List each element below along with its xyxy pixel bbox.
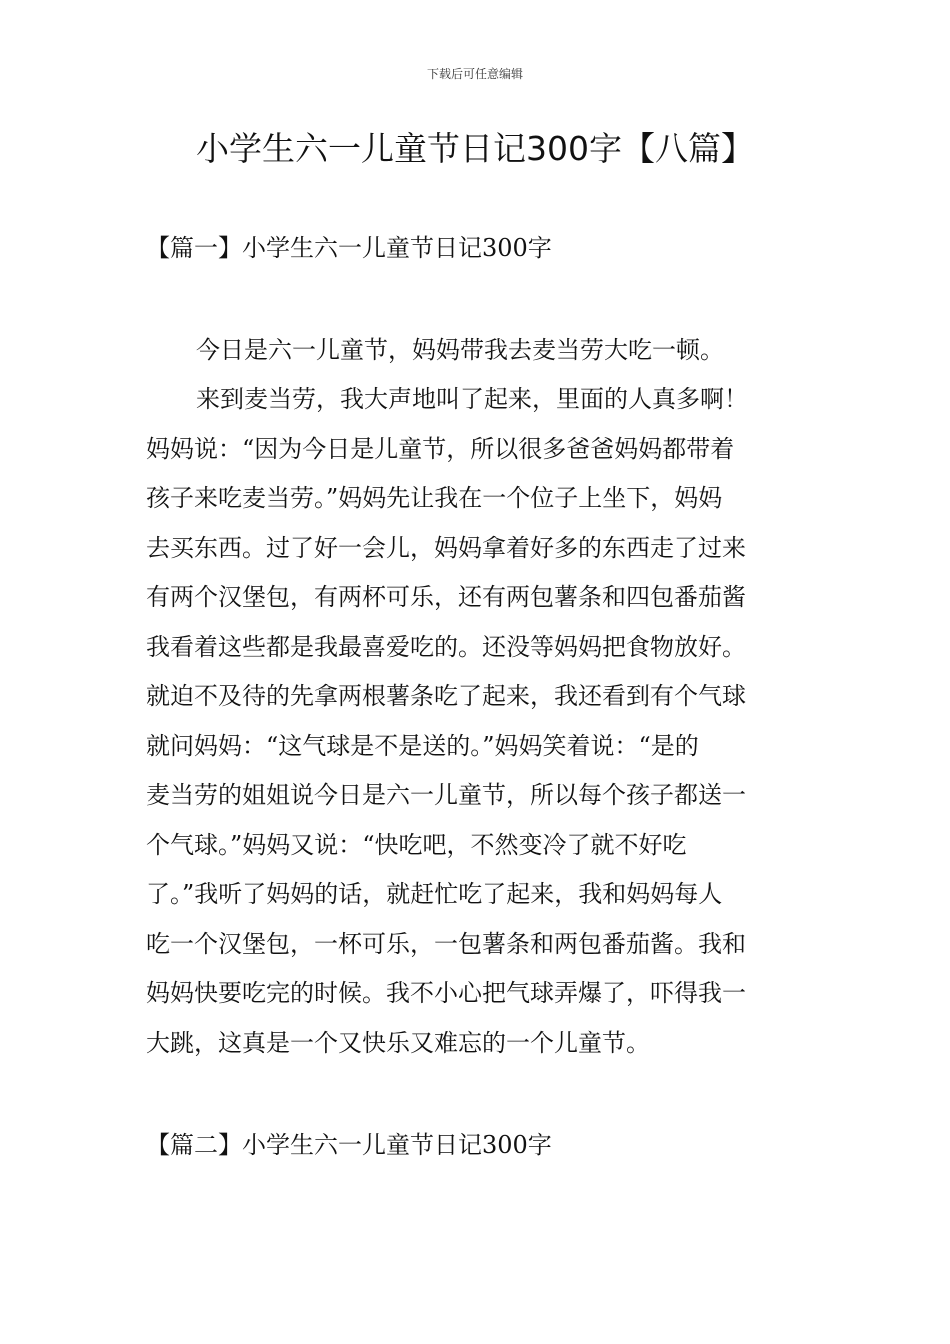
section-heading-2: 【篇二】小学生六一儿童节日记300字 xyxy=(146,1131,552,1159)
document-title: 小学生六一儿童节日记300字【八篇】 xyxy=(196,129,754,168)
paragraph-line: 麦当劳的姐姐说今日是六一儿童节，所以每个孩子都送一 xyxy=(146,781,746,809)
paragraph-line: 来到麦当劳，我大声地叫了起来，里面的人真多啊！ xyxy=(196,385,748,413)
paragraph-line: 我看着这些都是我最喜爱吃的。还没等妈妈把食物放好。 xyxy=(146,633,746,661)
paragraph-line: 今日是六一儿童节，妈妈带我去麦当劳大吃一顿。 xyxy=(196,336,724,364)
paragraph-line: 就问妈妈：“这气球是不是送的。”妈妈笑着说：“是的 xyxy=(146,732,699,760)
paragraph-line: 妈妈说：“因为今日是儿童节，所以很多爸爸妈妈都带着 xyxy=(146,435,735,463)
section-heading-1: 【篇一】小学生六一儿童节日记300字 xyxy=(146,234,552,262)
paragraph-line: 大跳，这真是一个又快乐又难忘的一个儿童节。 xyxy=(146,1029,650,1057)
page-header-note: 下载后可任意编辑 xyxy=(426,67,523,81)
paragraph-line: 个气球。”妈妈又说：“快吃吧，不然变冷了就不好吃 xyxy=(146,831,687,859)
paragraph-line: 就迫不及待的先拿两根薯条吃了起来，我还看到有个气球 xyxy=(146,682,746,710)
paragraph-line: 吃一个汉堡包，一杯可乐，一包薯条和两包番茄酱。我和 xyxy=(146,930,746,958)
paragraph-line: 孩子来吃麦当劳。”妈妈先让我在一个位子上坐下，妈妈 xyxy=(146,484,723,512)
paragraph-line: 有两个汉堡包，有两杯可乐，还有两包薯条和四包番茄酱 xyxy=(146,583,746,611)
paragraph-line: 去买东西。过了好一会儿，妈妈拿着好多的东西走了过来 xyxy=(146,534,746,562)
paragraph-line: 了。”我听了妈妈的话，就赶忙吃了起来，我和妈妈每人 xyxy=(146,880,723,908)
paragraph-line: 妈妈快要吃完的时候。我不小心把气球弄爆了，吓得我一 xyxy=(146,979,746,1007)
